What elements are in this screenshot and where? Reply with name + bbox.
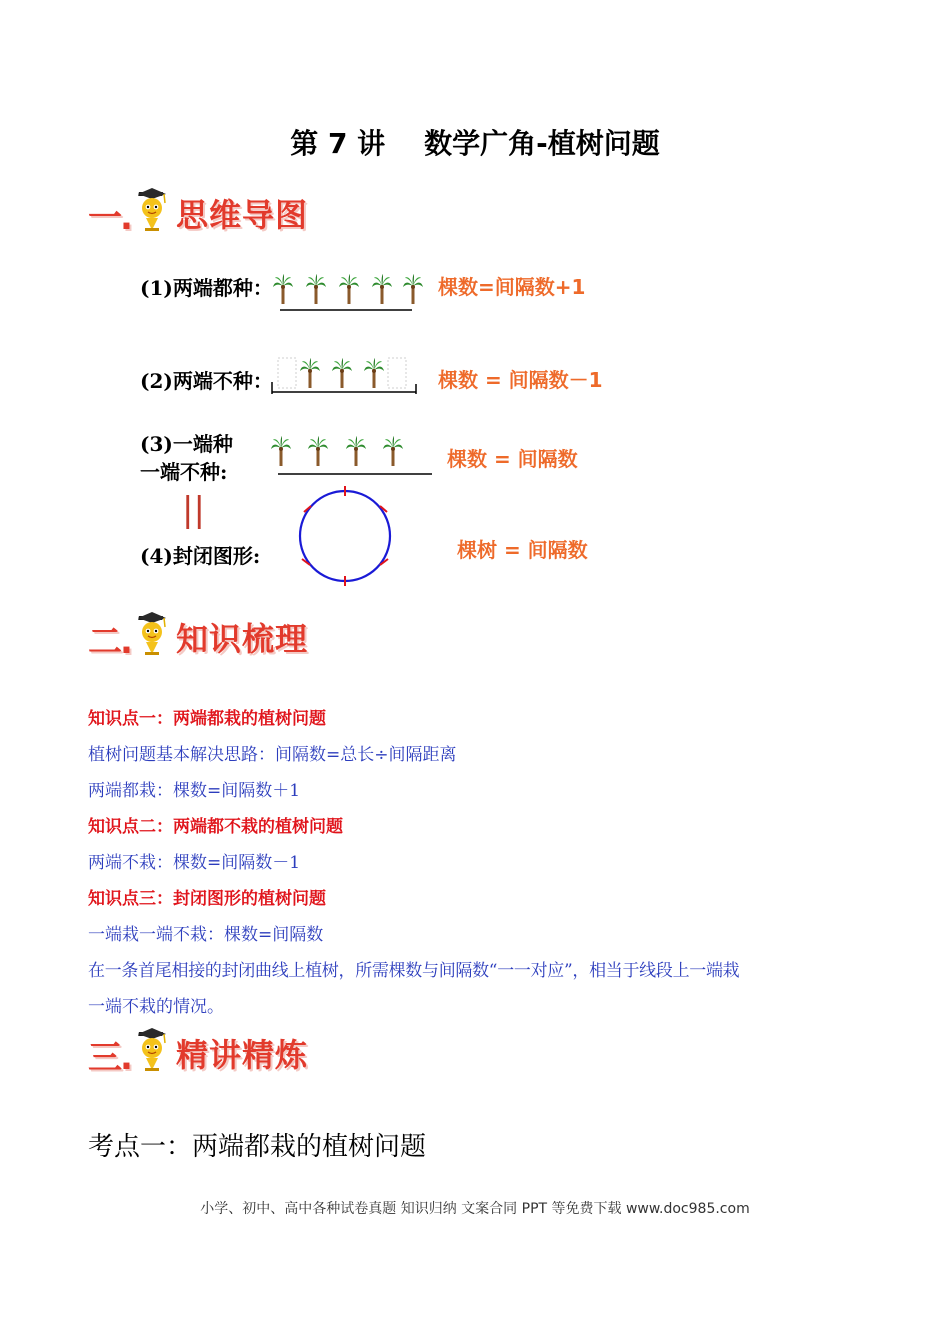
both-ends-trees-diagram [270, 266, 430, 318]
case-one-end-label-line2: 一端不种: [140, 460, 228, 484]
section-header-practice [88, 1026, 348, 1086]
palm-tree-icon [306, 274, 326, 304]
knowledge-line: 植树问题基本解决思路：间隔数=总长÷间隔距离 [88, 745, 457, 765]
section-number: 一. [88, 198, 131, 238]
mindmap-diagram [0, 0, 950, 600]
knowledge-point-1: 知识点一：两端都栽的植树问题 [88, 709, 326, 729]
equivalence-mark: || [182, 490, 205, 530]
case-both-ends-formula: 棵数=间隔数+1 [438, 275, 586, 299]
knowledge-point-3: 知识点三：封闭图形的植树问题 [88, 889, 326, 909]
section-number: 二. [88, 622, 131, 662]
palm-tree-icon [339, 274, 359, 304]
palm-tree-icon [273, 274, 293, 304]
knowledge-line: 两端都栽：棵数=间隔数＋1 [88, 781, 301, 801]
knowledge-point-2: 知识点二：两端都不栽的植树问题 [88, 817, 343, 837]
graduate-mascot-icon [134, 1026, 170, 1072]
closed-circle-diagram [292, 482, 402, 592]
section-header-knowledge [88, 610, 348, 670]
neither-end-trees-diagram [270, 352, 430, 400]
section-number: 三. [88, 1038, 131, 1078]
palm-tree-icon [332, 358, 352, 388]
section-title: 精讲精炼 [176, 1036, 309, 1074]
knowledge-line: 一端栽一端不栽：棵数=间隔数 [88, 925, 324, 945]
page-footer: 小学、初中、高中各种试卷真题 知识归纳 文案合同 PPT 等免费下载 www.doc985.com [200, 1201, 750, 1217]
case-both-ends-label: (1)两端都种： [140, 276, 273, 300]
exam-point-heading: 考点一：两端都栽的植树问题 [88, 1132, 427, 1162]
knowledge-line: 在一条首尾相接的封闭曲线上植树，所需棵数与间隔数“一一对应”，相当于线段上一端栽 [88, 961, 740, 981]
section-title: 知识梳理 [176, 620, 309, 658]
case-closed-shape-label: (4)封闭图形: [140, 544, 261, 568]
palm-tree-icon [364, 358, 384, 388]
section-title: 思维导图 [176, 196, 309, 234]
one-end-trees-diagram [268, 432, 438, 480]
case-one-end-label-line1: (3)一端种 [140, 432, 233, 456]
knowledge-line: 一端不栽的情况。 [88, 997, 224, 1017]
palm-tree-icon [383, 436, 403, 466]
case-neither-end-formula: 棵数 = 间隔数－1 [438, 368, 603, 392]
palm-tree-icon [308, 436, 328, 466]
case-one-end-formula: 棵数 = 间隔数 [447, 447, 578, 471]
palm-tree-icon [300, 358, 320, 388]
case-neither-end-label: (2)两端不种： [140, 369, 273, 393]
palm-tree-icon [346, 436, 366, 466]
page-title: 第 7 讲 数学广角-植树问题 [290, 127, 660, 160]
palm-tree-icon [271, 436, 291, 466]
case-closed-shape-formula: 棵树 = 间隔数 [457, 538, 588, 562]
knowledge-line: 两端不栽：棵数=间隔数－1 [88, 853, 301, 873]
palm-tree-icon [403, 274, 423, 304]
palm-tree-icon [372, 274, 392, 304]
graduate-mascot-icon [134, 610, 170, 656]
